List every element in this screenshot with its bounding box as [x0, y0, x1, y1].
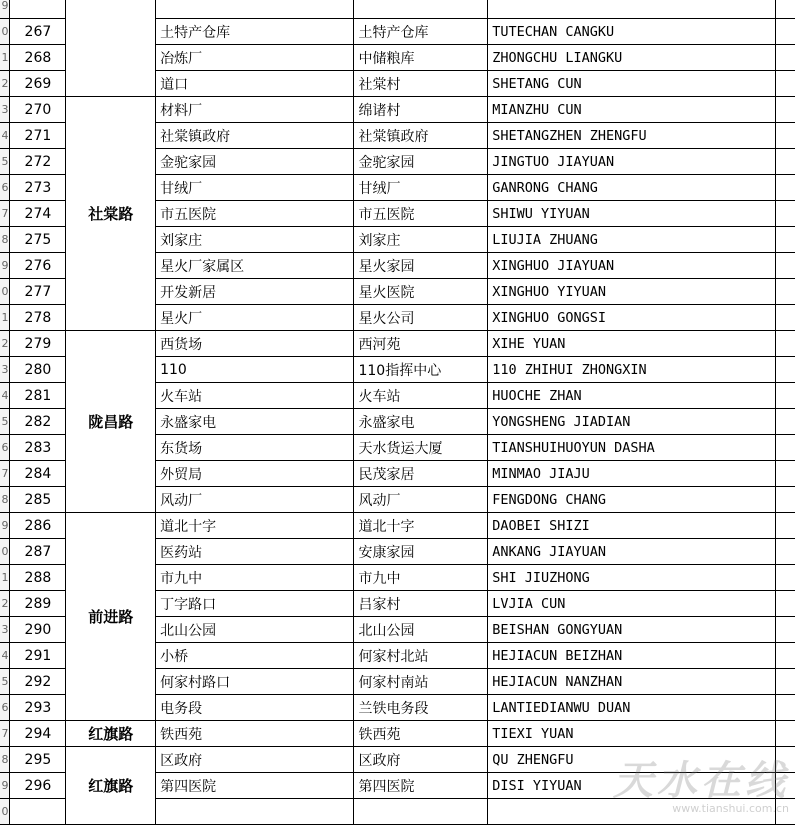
cell-new-stop[interactable]: 民茂家居 [354, 461, 488, 487]
cell-number[interactable]: 293 [10, 695, 66, 721]
cell-new-stop[interactable]: 吕家村 [354, 591, 488, 617]
cell-number[interactable]: 295 [10, 747, 66, 773]
cell-number[interactable]: 282 [10, 409, 66, 435]
cell-old-stop[interactable]: 医药站 [156, 539, 354, 565]
cell-old-stop[interactable]: 区政府 [156, 747, 354, 773]
cell-extra[interactable] [775, 669, 795, 695]
cell-old-stop[interactable]: 社棠镇政府 [156, 123, 354, 149]
cell-old-stop[interactable]: 风动厂 [156, 487, 354, 513]
row-header[interactable]: 2 [0, 71, 10, 97]
cell-new-stop[interactable]: 社棠镇政府 [354, 123, 488, 149]
cell-old-stop[interactable]: 何家村路口 [156, 669, 354, 695]
cell-old-stop[interactable]: 丁字路口 [156, 591, 354, 617]
cell-extra[interactable] [775, 409, 795, 435]
cell-old-stop[interactable]: 火车站 [156, 383, 354, 409]
row-header[interactable]: 6 [0, 435, 10, 461]
cell-pinyin[interactable]: HUOCHE ZHAN [488, 383, 775, 409]
cell-pinyin[interactable]: SHETANG CUN [488, 71, 775, 97]
row-header[interactable]: 0 [0, 539, 10, 565]
cell-pinyin[interactable]: LVJIA CUN [488, 591, 775, 617]
cell-pinyin[interactable]: YONGSHENG JIADIAN [488, 409, 775, 435]
cell-new-stop[interactable]: 绵诸村 [354, 97, 488, 123]
row-header[interactable]: 3 [0, 357, 10, 383]
cell-new-stop[interactable]: 兰铁电务段 [354, 695, 488, 721]
cell-new-stop[interactable]: 天水货运大厦 [354, 435, 488, 461]
cell-number[interactable]: 291 [10, 643, 66, 669]
cell-extra[interactable] [775, 539, 795, 565]
cell-extra[interactable] [775, 461, 795, 487]
cell-number[interactable]: 294 [10, 721, 66, 747]
cell-number[interactable]: 284 [10, 461, 66, 487]
row-header[interactable]: 8 [0, 487, 10, 513]
cell-new-stop[interactable]: 社棠村 [354, 71, 488, 97]
cell-number[interactable]: 273 [10, 175, 66, 201]
cell-new-stop[interactable]: 西河苑 [354, 331, 488, 357]
row-header[interactable]: 2 [0, 591, 10, 617]
cell-number[interactable]: 268 [10, 45, 66, 71]
cell-old-stop[interactable]: 北山公园 [156, 617, 354, 643]
cell-old-stop[interactable]: 西货场 [156, 331, 354, 357]
table-row [0, 721, 795, 747]
cell-pinyin[interactable]: ZHONGCHU LIANGKU [488, 45, 775, 71]
cell-old-stop[interactable]: 外贸局 [156, 461, 354, 487]
cell-new-stop[interactable]: 安康家园 [354, 539, 488, 565]
cell-old-stop[interactable]: 市九中 [156, 565, 354, 591]
cell-new-stop[interactable] [354, 0, 488, 19]
cell-number[interactable]: 279 [10, 331, 66, 357]
cell-pinyin[interactable]: TIANSHUIHUOYUN DASHA [488, 435, 775, 461]
row-header[interactable]: 0 [0, 19, 10, 45]
cell-number[interactable]: 275 [10, 227, 66, 253]
cell-road[interactable] [66, 0, 156, 97]
row-header[interactable]: 0 [0, 279, 10, 305]
cell-pinyin[interactable]: HEJIACUN BEIZHAN [488, 643, 775, 669]
cell-extra[interactable] [775, 227, 795, 253]
cell-pinyin[interactable]: ANKANG JIAYUAN [488, 539, 775, 565]
cell-number[interactable]: 290 [10, 617, 66, 643]
cell-extra[interactable] [775, 45, 795, 71]
row-header[interactable]: 5 [0, 669, 10, 695]
cell-old-stop[interactable]: 金驼家园 [156, 149, 354, 175]
cell-extra[interactable] [775, 513, 795, 539]
cell-number[interactable]: 277 [10, 279, 66, 305]
row-header[interactable]: 4 [0, 643, 10, 669]
cell-number[interactable]: 283 [10, 435, 66, 461]
row-header[interactable]: 1 [0, 565, 10, 591]
cell-new-stop[interactable]: 星火医院 [354, 279, 488, 305]
cell-extra[interactable] [775, 721, 795, 747]
cell-new-stop[interactable]: 市九中 [354, 565, 488, 591]
cell-extra[interactable] [775, 97, 795, 123]
row-header[interactable]: 1 [0, 305, 10, 331]
cell-extra[interactable] [775, 565, 795, 591]
cell-pinyin[interactable]: SHETANGZHEN ZHENGFU [488, 123, 775, 149]
cell-number[interactable]: 267 [10, 19, 66, 45]
cell-pinyin[interactable]: GANRONG CHANG [488, 175, 775, 201]
cell-new-stop[interactable]: 永盛家电 [354, 409, 488, 435]
cell-pinyin[interactable]: LANTIEDIANWU DUAN [488, 695, 775, 721]
cell-extra[interactable] [775, 383, 795, 409]
row-header[interactable]: 6 [0, 175, 10, 201]
cell-new-stop[interactable]: 铁西苑 [354, 721, 488, 747]
cell-pinyin[interactable]: TIEXI YUAN [488, 721, 775, 747]
cell-pinyin[interactable]: 110 ZHIHUI ZHONGXIN [488, 357, 775, 383]
cell-pinyin[interactable]: MIANZHU CUN [488, 97, 775, 123]
cell-old-stop[interactable]: 冶炼厂 [156, 45, 354, 71]
row-header[interactable]: 5 [0, 149, 10, 175]
cell-pinyin[interactable]: DAOBEI SHIZI [488, 513, 775, 539]
cell-pinyin[interactable]: FENGDONG CHANG [488, 487, 775, 513]
watermark-logo-text: 天水在线 [613, 757, 789, 804]
row-header[interactable]: 0 [0, 799, 10, 825]
cell-number[interactable]: 271 [10, 123, 66, 149]
cell-extra[interactable] [775, 123, 795, 149]
cell-road[interactable]: 红旗路 [66, 721, 156, 747]
cell-old-stop[interactable]: 材料厂 [156, 97, 354, 123]
cell-extra[interactable] [775, 331, 795, 357]
cell-old-stop[interactable]: 第四医院 [156, 773, 354, 799]
cell-new-stop[interactable]: 火车站 [354, 383, 488, 409]
cell-road[interactable]: 陇昌路 [66, 331, 156, 513]
row-header[interactable]: 4 [0, 383, 10, 409]
cell-new-stop[interactable]: 星火家园 [354, 253, 488, 279]
cell-pinyin[interactable]: BEISHAN GONGYUAN [488, 617, 775, 643]
row-header[interactable]: 3 [0, 617, 10, 643]
cell-old-stop[interactable]: 电务段 [156, 695, 354, 721]
cell-number[interactable] [10, 0, 66, 19]
cell-extra[interactable] [775, 617, 795, 643]
row-header[interactable]: 3 [0, 97, 10, 123]
table-row [0, 747, 795, 773]
row-header[interactable]: 9 [0, 513, 10, 539]
cell-extra[interactable] [775, 435, 795, 461]
row-header[interactable]: 7 [0, 721, 10, 747]
cell-number[interactable]: 286 [10, 513, 66, 539]
cell-new-stop[interactable]: 第四医院 [354, 773, 488, 799]
row-header[interactable]: 1 [0, 45, 10, 71]
cell-old-stop[interactable]: 市五医院 [156, 201, 354, 227]
cell-number[interactable]: 289 [10, 591, 66, 617]
cell-extra[interactable] [775, 487, 795, 513]
cell-old-stop[interactable]: 星火厂家属区 [156, 253, 354, 279]
cell-old-stop[interactable]: 东货场 [156, 435, 354, 461]
row-header[interactable]: 9 [0, 0, 10, 19]
cell-old-stop[interactable]: 开发新居 [156, 279, 354, 305]
cell-pinyin[interactable]: LIUJIA ZHUANG [488, 227, 775, 253]
cell-number[interactable]: 278 [10, 305, 66, 331]
cell-extra[interactable] [775, 591, 795, 617]
cell-extra[interactable] [775, 253, 795, 279]
row-header[interactable]: 7 [0, 201, 10, 227]
cell-old-stop[interactable]: 小桥 [156, 643, 354, 669]
cell-new-stop[interactable]: 区政府 [354, 747, 488, 773]
cell-new-stop[interactable]: 道北十字 [354, 513, 488, 539]
cell-pinyin[interactable]: XINGHUO JIAYUAN [488, 253, 775, 279]
cell-old-stop[interactable]: 土特产仓库 [156, 19, 354, 45]
cell-new-stop[interactable]: 刘家庄 [354, 227, 488, 253]
cell-old-stop[interactable] [156, 0, 354, 19]
cell-old-stop[interactable]: 刘家庄 [156, 227, 354, 253]
cell-new-stop[interactable]: 土特产仓库 [354, 19, 488, 45]
cell-extra[interactable] [775, 695, 795, 721]
cell-number[interactable]: 287 [10, 539, 66, 565]
cell-new-stop[interactable]: 110指挥中心 [354, 357, 488, 383]
cell-pinyin[interactable]: SHI JIUZHONG [488, 565, 775, 591]
cell-pinyin[interactable]: HEJIACUN NANZHAN [488, 669, 775, 695]
table-row [0, 97, 795, 123]
cell-number[interactable]: 281 [10, 383, 66, 409]
cell-old-stop[interactable]: 道北十字 [156, 513, 354, 539]
cell-new-stop[interactable]: 星火公司 [354, 305, 488, 331]
cell-pinyin[interactable]: JINGTUO JIAYUAN [488, 149, 775, 175]
cell-pinyin[interactable]: TUTECHAN CANGKU [488, 19, 775, 45]
cell-pinyin[interactable]: SHIWU YIYUAN [488, 201, 775, 227]
cell-old-stop[interactable]: 永盛家电 [156, 409, 354, 435]
row-header[interactable]: 8 [0, 227, 10, 253]
row-header[interactable]: 7 [0, 461, 10, 487]
cell-new-stop[interactable]: 市五医院 [354, 201, 488, 227]
cell-pinyin[interactable]: DISI YIYUAN [488, 773, 775, 799]
cell-pinyin[interactable]: XINGHUO YIYUAN [488, 279, 775, 305]
cell-extra[interactable] [775, 0, 795, 19]
row-header[interactable]: 2 [0, 331, 10, 357]
cell-pinyin[interactable] [488, 0, 775, 19]
row-header[interactable]: 4 [0, 123, 10, 149]
cell-number[interactable]: 285 [10, 487, 66, 513]
cell-number[interactable]: 274 [10, 201, 66, 227]
cell-new-stop[interactable]: 甘绒厂 [354, 175, 488, 201]
cell-extra[interactable] [775, 149, 795, 175]
row-header[interactable]: 9 [0, 773, 10, 799]
cell-extra[interactable] [775, 357, 795, 383]
cell-road[interactable]: 社棠路 [66, 97, 156, 331]
cell-old-stop[interactable]: 道口 [156, 71, 354, 97]
cell-extra[interactable] [775, 643, 795, 669]
table-row [0, 331, 795, 357]
cell-number[interactable]: 292 [10, 669, 66, 695]
cell-number[interactable]: 272 [10, 149, 66, 175]
cell-road[interactable]: 红旗路 [66, 747, 156, 825]
cell-extra[interactable] [775, 773, 795, 799]
cell-extra[interactable] [775, 19, 795, 45]
cell-new-stop[interactable]: 风动厂 [354, 487, 488, 513]
cell-number[interactable]: 296 [10, 773, 66, 799]
cell-extra[interactable] [775, 279, 795, 305]
cell-number[interactable]: 276 [10, 253, 66, 279]
cell-pinyin[interactable]: QU ZHENGFU [488, 747, 775, 773]
row-header[interactable]: 6 [0, 695, 10, 721]
row-header[interactable]: 9 [0, 253, 10, 279]
cell-new-stop[interactable]: 中储粮库 [354, 45, 488, 71]
cell-number[interactable]: 269 [10, 71, 66, 97]
cell-road[interactable]: 前进路 [66, 513, 156, 721]
cell-new-stop[interactable]: 北山公园 [354, 617, 488, 643]
row-header[interactable]: 5 [0, 409, 10, 435]
cell-old-stop[interactable]: 铁西苑 [156, 721, 354, 747]
cell-pinyin[interactable]: MINMAO JIAJU [488, 461, 775, 487]
cell-old-stop[interactable]: 110 [156, 357, 354, 383]
cell-pinyin[interactable]: XINGHUO GONGSI [488, 305, 775, 331]
cell-number[interactable]: 288 [10, 565, 66, 591]
cell-pinyin[interactable]: XIHE YUAN [488, 331, 775, 357]
row-header[interactable]: 8 [0, 747, 10, 773]
cell-old-stop[interactable]: 星火厂 [156, 305, 354, 331]
cell-extra[interactable] [775, 747, 795, 773]
cell-extra[interactable] [775, 175, 795, 201]
cell-extra[interactable] [775, 305, 795, 331]
cell-number[interactable]: 280 [10, 357, 66, 383]
cell-new-stop[interactable]: 何家村南站 [354, 669, 488, 695]
watermark-url: www.tianshui.com.cn [672, 802, 789, 815]
cell-new-stop[interactable]: 何家村北站 [354, 643, 488, 669]
table-row [0, 0, 795, 19]
cell-new-stop[interactable]: 金驼家园 [354, 149, 488, 175]
cell-old-stop[interactable]: 甘绒厂 [156, 175, 354, 201]
cell-extra[interactable] [775, 201, 795, 227]
cell-number[interactable]: 270 [10, 97, 66, 123]
cell-extra[interactable] [775, 71, 795, 97]
table-row [0, 513, 795, 539]
